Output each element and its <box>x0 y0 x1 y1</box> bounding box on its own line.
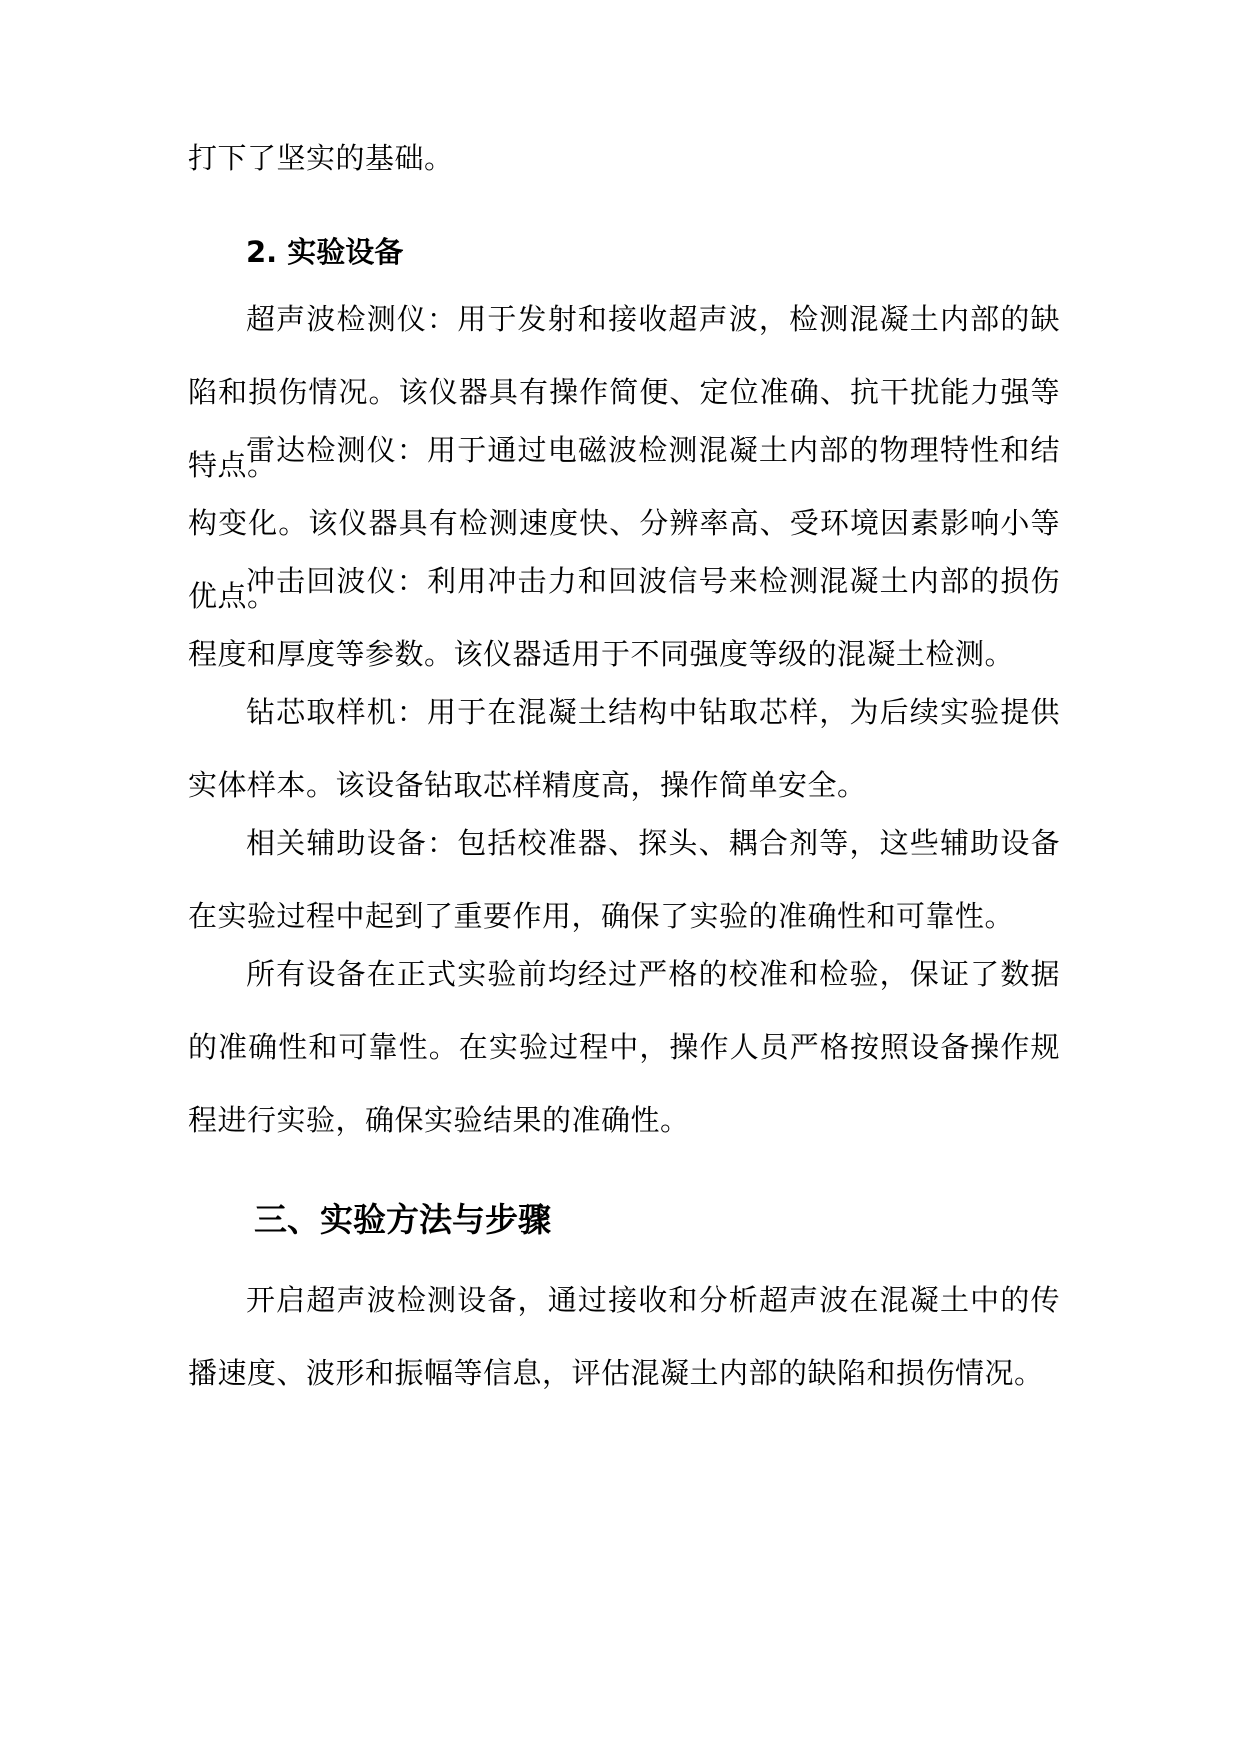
auxiliary-equipment-paragraph: 相关辅助设备：包括校准器、探头、耦合剂等，这些辅助设备在实验过程中起到了重要作用，确保了实验的准确性和可靠性。 <box>188 826 1060 933</box>
section-3-heading: 三、实验方法与步骤 <box>254 1200 551 1239</box>
section-2-heading: 2. 实验设备 <box>246 235 404 269</box>
core-drill-paragraph: 钻芯取样机：用于在混凝土结构中钻取芯样，为后续实验提供实体样本。该设备钻取芯样精度高，操作简单安全。 <box>188 695 1060 802</box>
intro-tail-paragraph: 打下了坚实的基础。 <box>188 141 454 175</box>
method-ultrasonic-paragraph: 开启超声波检测设备，通过接收和分析超声波在混凝土中的传播速度、波形和振幅等信息，评估混凝土内部的缺陷和损伤情况。 <box>188 1283 1060 1390</box>
radar-detector-paragraph: 雷达检测仪：用于通过电磁波检测混凝土内部的物理特性和结构变化。该仪器具有检测速度快、分辨率高、受环境因素影响小等优点。 <box>188 433 1060 613</box>
calibration-paragraph: 所有设备在正式实验前均经过严格的校准和检验，保证了数据的准确性和可靠性。在实验过程中，操作人员严格按照设备操作规程进行实验，确保实验结果的准确性。 <box>188 957 1060 1137</box>
ultrasonic-detector-paragraph: 超声波检测仪：用于发射和接收超声波，检测混凝土内部的缺陷和损伤情况。该仪器具有操作简便、定位准确、抗干扰能力强等特点。 <box>188 302 1060 482</box>
impact-echo-paragraph: 冲击回波仪：利用冲击力和回波信号来检测混凝土内部的损伤程度和厚度等参数。该仪器适用于不同强度等级的混凝土检测。 <box>188 564 1060 671</box>
